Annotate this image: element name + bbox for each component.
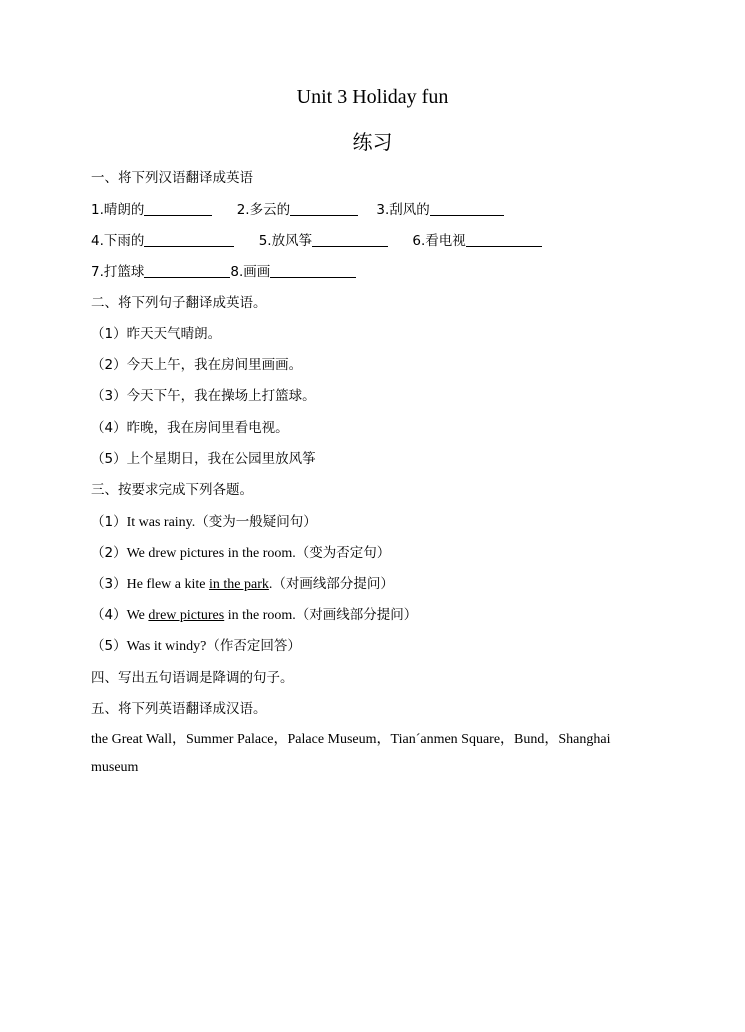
question-number: （5） <box>91 638 127 654</box>
section5-heading: 五、将下列英语翻译成汉语。 <box>91 701 267 717</box>
question-text: We <box>126 608 149 623</box>
question-number: （3） <box>91 576 127 592</box>
question-text: We drew pictures in the room. <box>126 546 296 561</box>
vocab-item <box>259 229 388 249</box>
phrase-list-line: museum <box>91 760 139 775</box>
question-number: （1） <box>91 514 127 530</box>
vocab-row-1 <box>91 198 504 218</box>
answer-blank[interactable] <box>270 263 356 278</box>
vocab-label: 8.画画 <box>230 264 271 280</box>
vocab-item <box>412 229 541 249</box>
question-text: He flew a kite <box>126 577 210 592</box>
question-number: （4） <box>91 607 127 623</box>
vocab-item <box>91 198 212 218</box>
question-number: （2） <box>91 545 127 561</box>
sentence-item: （2）今天上午，我在房间里画画。 <box>91 357 303 373</box>
vocab-label: 7.打篮球 <box>91 264 145 280</box>
vocab-item <box>230 260 356 280</box>
section4-heading: 四、写出五句语调是降调的句子。 <box>91 670 294 686</box>
vocab-label: 6.看电视 <box>412 233 466 249</box>
section1-heading: 一、将下列汉语翻译成英语 <box>91 170 253 186</box>
page-title: Unit 3 Holiday fun <box>296 86 449 108</box>
question-item <box>91 634 301 655</box>
sentence-item: （4）昨晚，我在房间里看电视。 <box>91 420 289 436</box>
vocab-row-2 <box>91 229 542 249</box>
vocab-label: 4.下雨的 <box>91 233 145 249</box>
underlined-phrase: drew pictures <box>148 608 225 623</box>
phrase-list-line: the Great Wall，Summer Palace，Palace Museum，Tian´anmen Square，Bund，Shanghai <box>91 732 611 747</box>
vocab-label: 1.晴朗的 <box>91 202 145 218</box>
question-instruction: （对画线部分提问） <box>272 576 394 592</box>
question-instruction: （对画线部分提问） <box>295 607 418 623</box>
vocab-item <box>237 198 358 218</box>
answer-blank[interactable] <box>466 232 542 247</box>
question-item <box>91 541 390 562</box>
vocab-label: 5.放风筝 <box>258 233 313 249</box>
question-text: in the room. <box>224 608 296 623</box>
page-subtitle: 练习 <box>352 130 393 154</box>
sentence-item: （5）上个星期日，我在公园里放风筝 <box>91 451 316 467</box>
sentence-item: （3）今天下午，我在操场上打篮球。 <box>91 388 316 404</box>
question-text: . <box>268 577 273 592</box>
vocab-label: 2.多云的 <box>236 202 291 218</box>
vocab-item <box>91 260 230 280</box>
answer-blank[interactable] <box>144 201 212 216</box>
section3-heading: 三、按要求完成下列各题。 <box>91 482 253 498</box>
question-text: It was rainy. <box>126 515 196 530</box>
vocab-item <box>91 229 234 249</box>
question-item <box>91 603 417 624</box>
answer-blank[interactable] <box>430 201 504 216</box>
underlined-phrase: in the park <box>209 577 269 592</box>
answer-blank[interactable] <box>312 232 388 247</box>
answer-blank[interactable] <box>144 263 230 278</box>
answer-blank[interactable] <box>144 232 234 247</box>
question-instruction: （作否定回答） <box>206 638 301 654</box>
section2-heading: 二、将下列句子翻译成英语。 <box>91 295 267 311</box>
vocab-item <box>376 198 503 218</box>
answer-blank[interactable] <box>290 201 358 216</box>
question-item <box>91 572 394 593</box>
vocab-row-3 <box>91 260 356 280</box>
sentence-item: （1）昨天天气晴朗。 <box>91 326 222 342</box>
question-instruction: （变为否定句） <box>295 545 391 561</box>
question-instruction: （变为一般疑问句） <box>195 514 317 530</box>
question-text: Was it windy? <box>126 639 207 654</box>
question-item <box>91 510 317 531</box>
vocab-label: 3.刮风的 <box>376 202 430 218</box>
